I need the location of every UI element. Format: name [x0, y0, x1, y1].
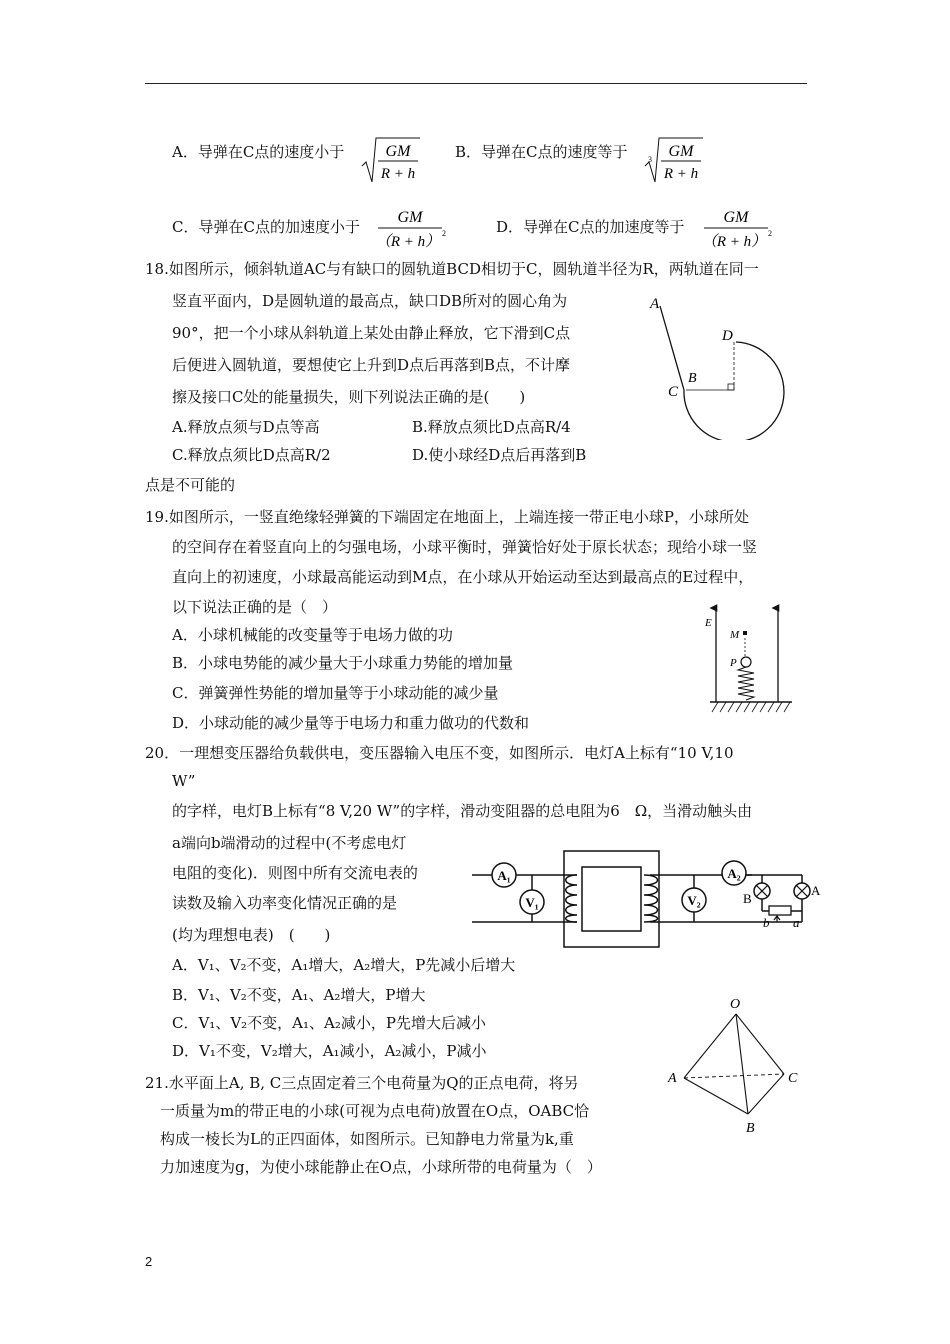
svg-text:A: A	[650, 296, 660, 312]
svg-text:a: a	[793, 915, 800, 930]
q18-stem-line5: 擦及接口C处的能量损失，则下列说法正确的是( )	[172, 388, 526, 406]
q17-frac-c	[374, 204, 450, 252]
svg-text:R + h: R + h	[380, 166, 416, 182]
q20-stem-line4: 电阻的变化)．则图中所有交流电表的	[172, 864, 418, 882]
svg-text:C: C	[788, 1071, 798, 1086]
svg-text:GM: GM	[385, 143, 411, 160]
svg-text:A₂: A₂	[727, 866, 741, 881]
svg-text:（R + h）: （R + h）	[701, 234, 767, 250]
svg-text:V₁: V₁	[525, 895, 539, 910]
q20-option-c: C．V₁、V₂不变，A₁、A₂减小，P先增大后减小	[172, 1014, 486, 1032]
q19-option-c: C．弹簧弹性势能的增加量等于小球动能的减少量	[172, 684, 499, 702]
q17-sqrt-a	[360, 132, 422, 184]
q18-option-b: B.释放点须比D点高R/4	[412, 418, 571, 436]
q19-stem-line3: 直向上的初速度，小球最高能运动到M点，在小球从开始运动至达到最高点的E过程中，	[172, 568, 754, 586]
svg-text:A: A	[811, 883, 821, 898]
page-number: 2	[145, 1254, 153, 1269]
svg-text:B: B	[743, 891, 752, 906]
q18-stem-line3: 90°，把一个小球从斜轨道上某处由静止释放，它下滑到C点	[172, 324, 571, 342]
svg-text:b: b	[763, 915, 770, 930]
q18-stem-line2: 竖直平面内，D是圆轨道的最高点，缺口DB所对的圆心角为	[172, 292, 568, 310]
q18-option-d: D.使小球经D点后再落到B	[412, 446, 587, 464]
svg-text:B: B	[746, 1121, 755, 1136]
svg-text:（R + h）: （R + h）	[375, 234, 441, 250]
q19-option-d: D．小球动能的减少量等于电场力和重力做功的代数和	[172, 714, 530, 732]
q20-stem-line6: (均为理想电表) ( )	[172, 926, 331, 944]
q18-stem-line1: 18.如图所示，倾斜轨道AC与有缺口的圆轨道BCD相切于C，圆轨道半径为R，两轨道在同一	[145, 260, 759, 278]
svg-text:GM: GM	[723, 209, 749, 226]
q20-stem-line5: 读数及输入功率变化情况正确的是	[172, 894, 398, 912]
svg-text:P: P	[730, 657, 737, 669]
svg-text:M: M	[730, 629, 740, 641]
q19-stem-line4: 以下说法正确的是（ ）	[172, 598, 338, 616]
q17-cuberoot-b	[643, 132, 705, 184]
svg-text:V₂: V₂	[687, 893, 701, 908]
svg-text:GM: GM	[668, 143, 694, 160]
svg-text:2: 2	[768, 229, 772, 238]
q21-stem-line2: 一质量为m的带正电的小球(可视为点电荷)放置在O点，OABC恰	[160, 1102, 590, 1120]
q20-stem-line1b: W”	[172, 772, 196, 790]
q17-option-c: C．导弹在C点的加速度小于	[172, 218, 360, 236]
q20-option-a: A．V₁、V₂不变，A₁增大，A₂增大，P先减小后增大	[172, 956, 516, 974]
q19-stem-line1: 19.如图所示，一竖直绝缘轻弹簧的下端固定在地面上，上端连接一带正电小球P，小球所处	[145, 508, 749, 526]
q19-option-a: A．小球机械能的改变量等于电场力做的功	[172, 626, 453, 644]
q18-option-d-cont: 点是不可能的	[145, 476, 236, 494]
q18-stem-line4: 后便进入圆轨道，要想使它上升到D点后再落到B点，不计摩	[172, 356, 571, 374]
q20-circuit-figure	[472, 845, 822, 955]
svg-text:3: 3	[648, 155, 652, 164]
svg-text:D: D	[722, 328, 733, 344]
svg-text:A: A	[668, 1071, 677, 1086]
q21-stem-line3: 构成一棱长为L的正四面体，如图所示。已知静电力常量为k,重	[160, 1130, 574, 1148]
q18-option-c: C.释放点须比D点高R/2	[172, 446, 331, 464]
q21-tetrahedron-figure	[660, 990, 810, 1140]
svg-text:E: E	[705, 617, 712, 629]
svg-text:B: B	[688, 371, 697, 386]
q18-track-figure	[640, 290, 810, 440]
q17-option-b: B．导弹在C点的速度等于	[455, 143, 628, 161]
q19-stem-line2: 的空间存在着竖直向上的匀强电场，小球平衡时，弹簧恰好处于原长状态；现给小球一竖	[172, 538, 758, 556]
q19-option-b: B．小球电势能的减少量大于小球重力势能的增加量	[172, 654, 514, 672]
q17-option-d: D．导弹在C点的加速度等于	[496, 218, 685, 236]
q20-stem-line1: 20．一理想变压器给负载供电，变压器输入电压不变，如图所示．电灯A上标有“10 V,10	[145, 744, 734, 762]
q20-option-b: B．V₁、V₂不变，A₁、A₂增大，P增大	[172, 986, 426, 1004]
q17-frac-d	[700, 204, 776, 252]
svg-text:2: 2	[442, 229, 446, 238]
q21-stem-line4: 力加速度为g，为使小球能静止在O点，小球所带的电荷量为（ ）	[160, 1158, 602, 1176]
q19-spring-figure	[700, 602, 810, 718]
svg-text:A₁: A₁	[497, 868, 511, 883]
svg-text:R + h: R + h	[663, 166, 699, 182]
q20-stem-line3: a端向b端滑动的过程中(不考虑电灯	[172, 834, 407, 852]
svg-text:GM: GM	[397, 209, 423, 226]
svg-text:C: C	[668, 384, 679, 400]
q18-option-a: A.释放点须与D点等高	[172, 418, 320, 436]
q20-option-d: D．V₁不变，V₂增大，A₁减小，A₂减小，P减小	[172, 1042, 487, 1060]
q20-stem-line2: 的字样，电灯B上标有“8 V,20 W”的字样，滑动变阻器的总电阻为6 Ω，当滑动触头由	[172, 802, 753, 820]
header-rule	[145, 83, 807, 84]
q17-option-a: A．导弹在C点的速度小于	[172, 143, 345, 161]
q21-stem-line1: 21.水平面上A, B, C三点固定着三个电荷量为Q的正点电荷，将另	[145, 1074, 579, 1092]
svg-text:O: O	[730, 997, 741, 1012]
